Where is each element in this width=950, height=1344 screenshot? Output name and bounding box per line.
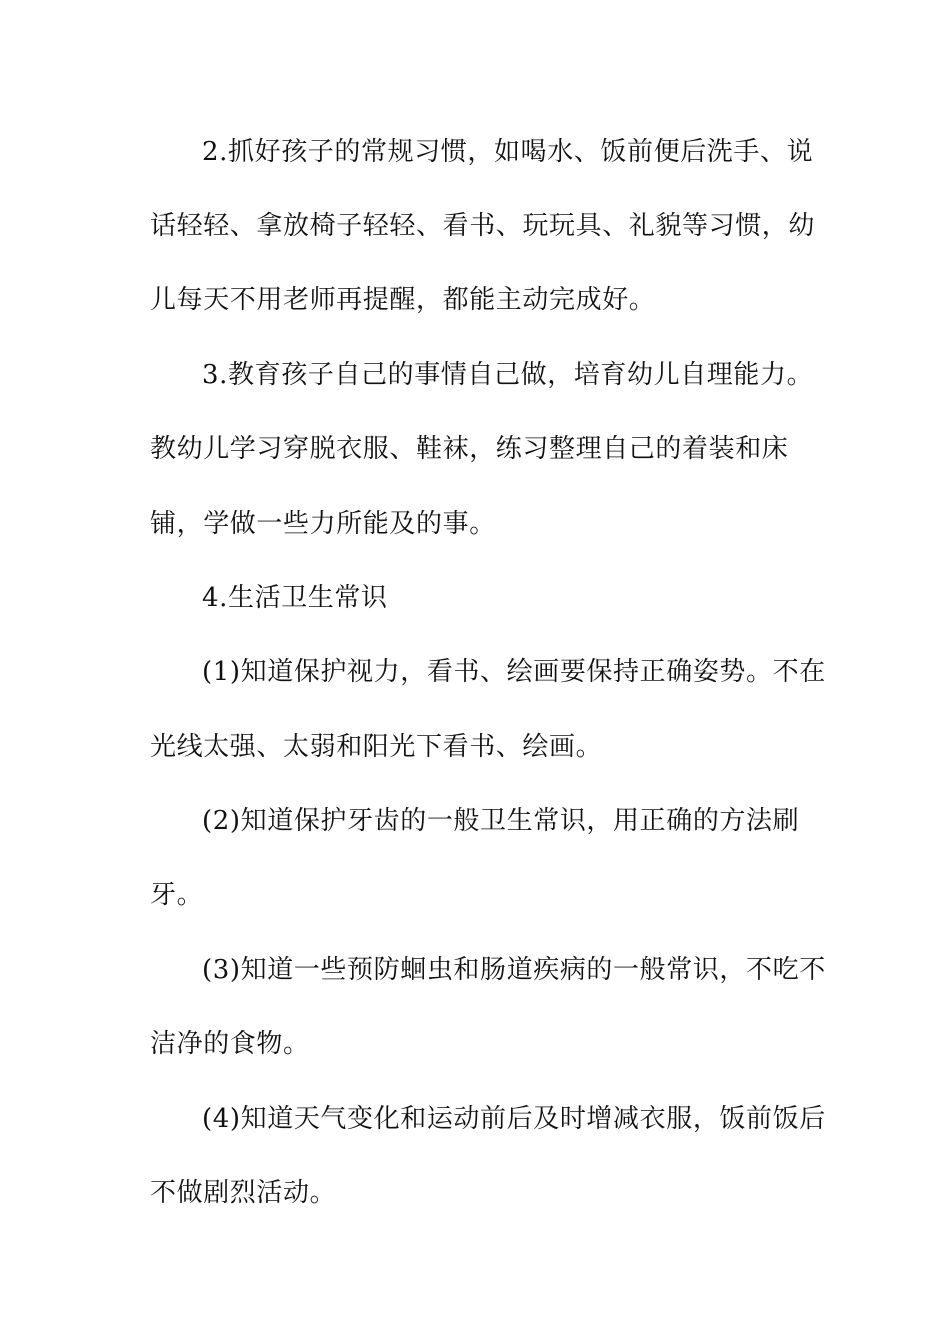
paragraph-2-line-2: 话轻轻、拿放椅子轻轻、看书、玩玩具、礼貌等习惯，幼 <box>150 211 816 241</box>
paragraph-3-line-2: 教幼儿学习穿脱衣服、鞋袜，练习整理自己的着装和床 <box>150 434 789 464</box>
paragraph-3-line-1: 3.教育孩子自己的事情自己做，培育幼儿自理能力。 <box>202 360 814 390</box>
item-4-line-2: 不做剧烈活动。 <box>150 1178 337 1208</box>
item-1-line-1: (1)知道保护视力，看书、绘画要保持正确姿势。不在 <box>202 657 826 687</box>
item-1-line-2: 光线太强、太弱和阳光下看书、绘画。 <box>150 732 603 762</box>
item-3-line-2: 洁净的食物。 <box>150 1029 310 1059</box>
item-2-line-1: (2)知道保护牙齿的一般卫生常识，用正确的方法刷 <box>202 806 800 836</box>
item-3-line-1: (3)知道一些预防蛔虫和肠道疾病的一般常识，不吃不 <box>202 955 826 985</box>
item-2-line-2: 牙。 <box>150 880 204 910</box>
paragraph-2-line-1: 2.抓好孩子的常规习惯，如喝水、饭前便后洗手、说 <box>202 137 814 167</box>
paragraph-2-line-3: 儿每天不用老师再提醒，都能主动完成好。 <box>150 285 656 315</box>
item-4-line-1: (4)知道天气变化和运动前后及时增减衣服，饭前饭后 <box>202 1104 826 1134</box>
section-heading-hygiene: 4.生活卫生常识 <box>202 583 388 613</box>
paragraph-3-line-3: 铺，学做一些力所能及的事。 <box>150 509 496 539</box>
